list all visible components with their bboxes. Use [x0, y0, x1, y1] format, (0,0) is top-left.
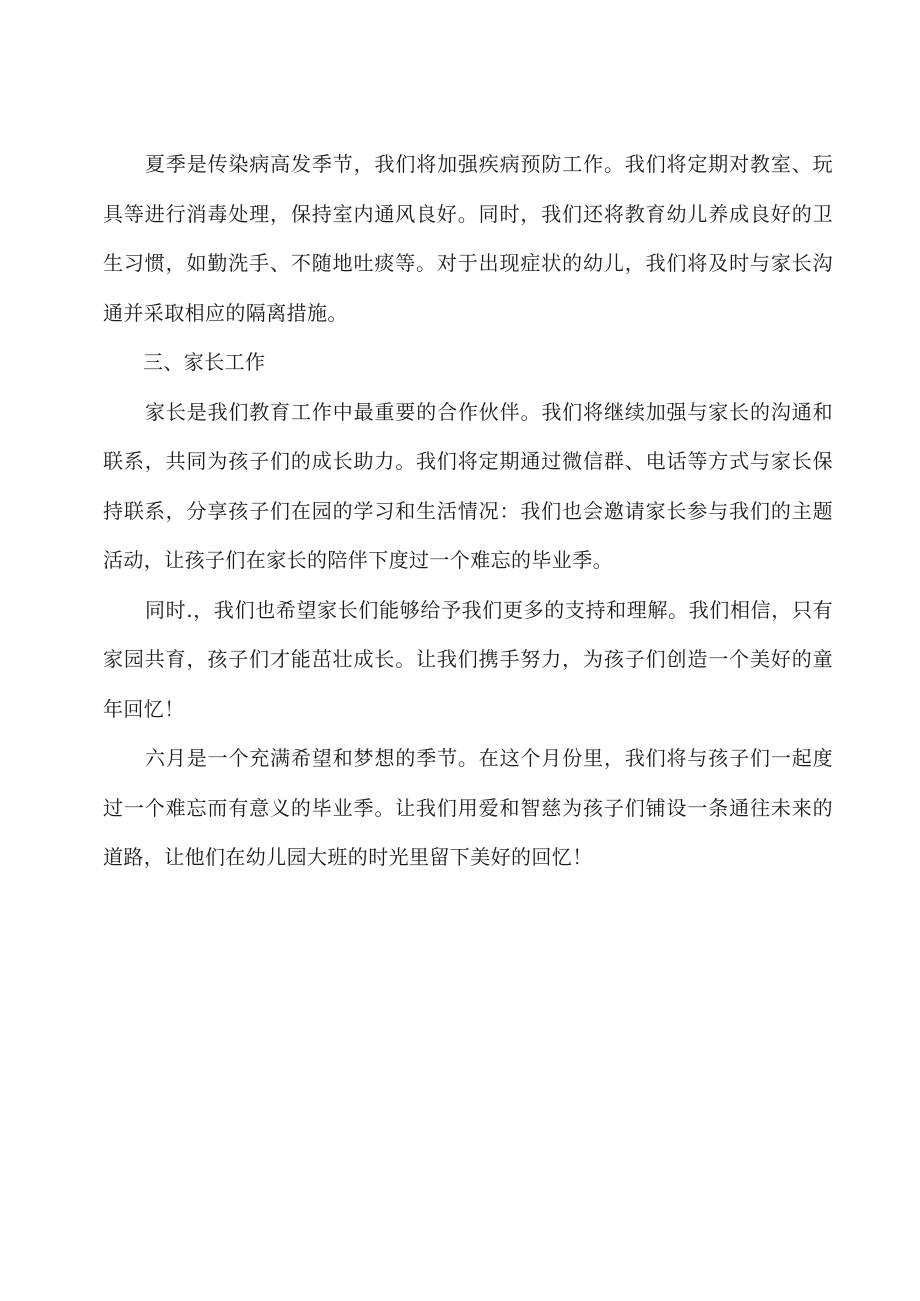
paragraph-parent-support: 同时.，我们也希望家长们能够给予我们更多的支持和理解。我们相信，只有家园共育，孩子们才能茁壮成长。让我们携手努力，为孩子们创造一个美好的童年回忆！: [103, 597, 833, 721]
section-heading-parent-work: 三、家长工作: [143, 350, 266, 374]
document-body: [103, 140, 833, 883]
paragraph-june-closing: 六月是一个充满希望和梦想的季节。在这个月份里，我们将与孩子们一起度过一个难忘而有意义的毕业季。让我们用爱和智慈为孩子们铺设一条通往未来的道路，让他们在幼儿园大班的时光里留下美好的回忆！: [103, 746, 833, 869]
paragraph-disease-prevention: 夏季是传染病高发季节，我们将加强疾病预防工作。我们将定期对教室、玩具等进行消毒处理，保持室内通风良好。同时，我们还将教育幼儿养成良好的卫生习惯，如勤洗手、不随地吐痰等。对于出现症状的幼儿，我们将及时与家长沟通并采取相应的隔离措施。: [103, 152, 833, 325]
paragraph-parent-communication: 家长是我们教育工作中最重要的合作伙伴。我们将继续加强与家长的沟通和联系，共同为孩子们的成长助力。我们将定期通过微信群、电话等方式与家长保持联系，分享孩子们在园的学习和生活情况：我们也会邀请家长参与我们的主题活动，让孩子们在家长的陪伴下度过一个难忘的毕业季。: [103, 399, 833, 572]
